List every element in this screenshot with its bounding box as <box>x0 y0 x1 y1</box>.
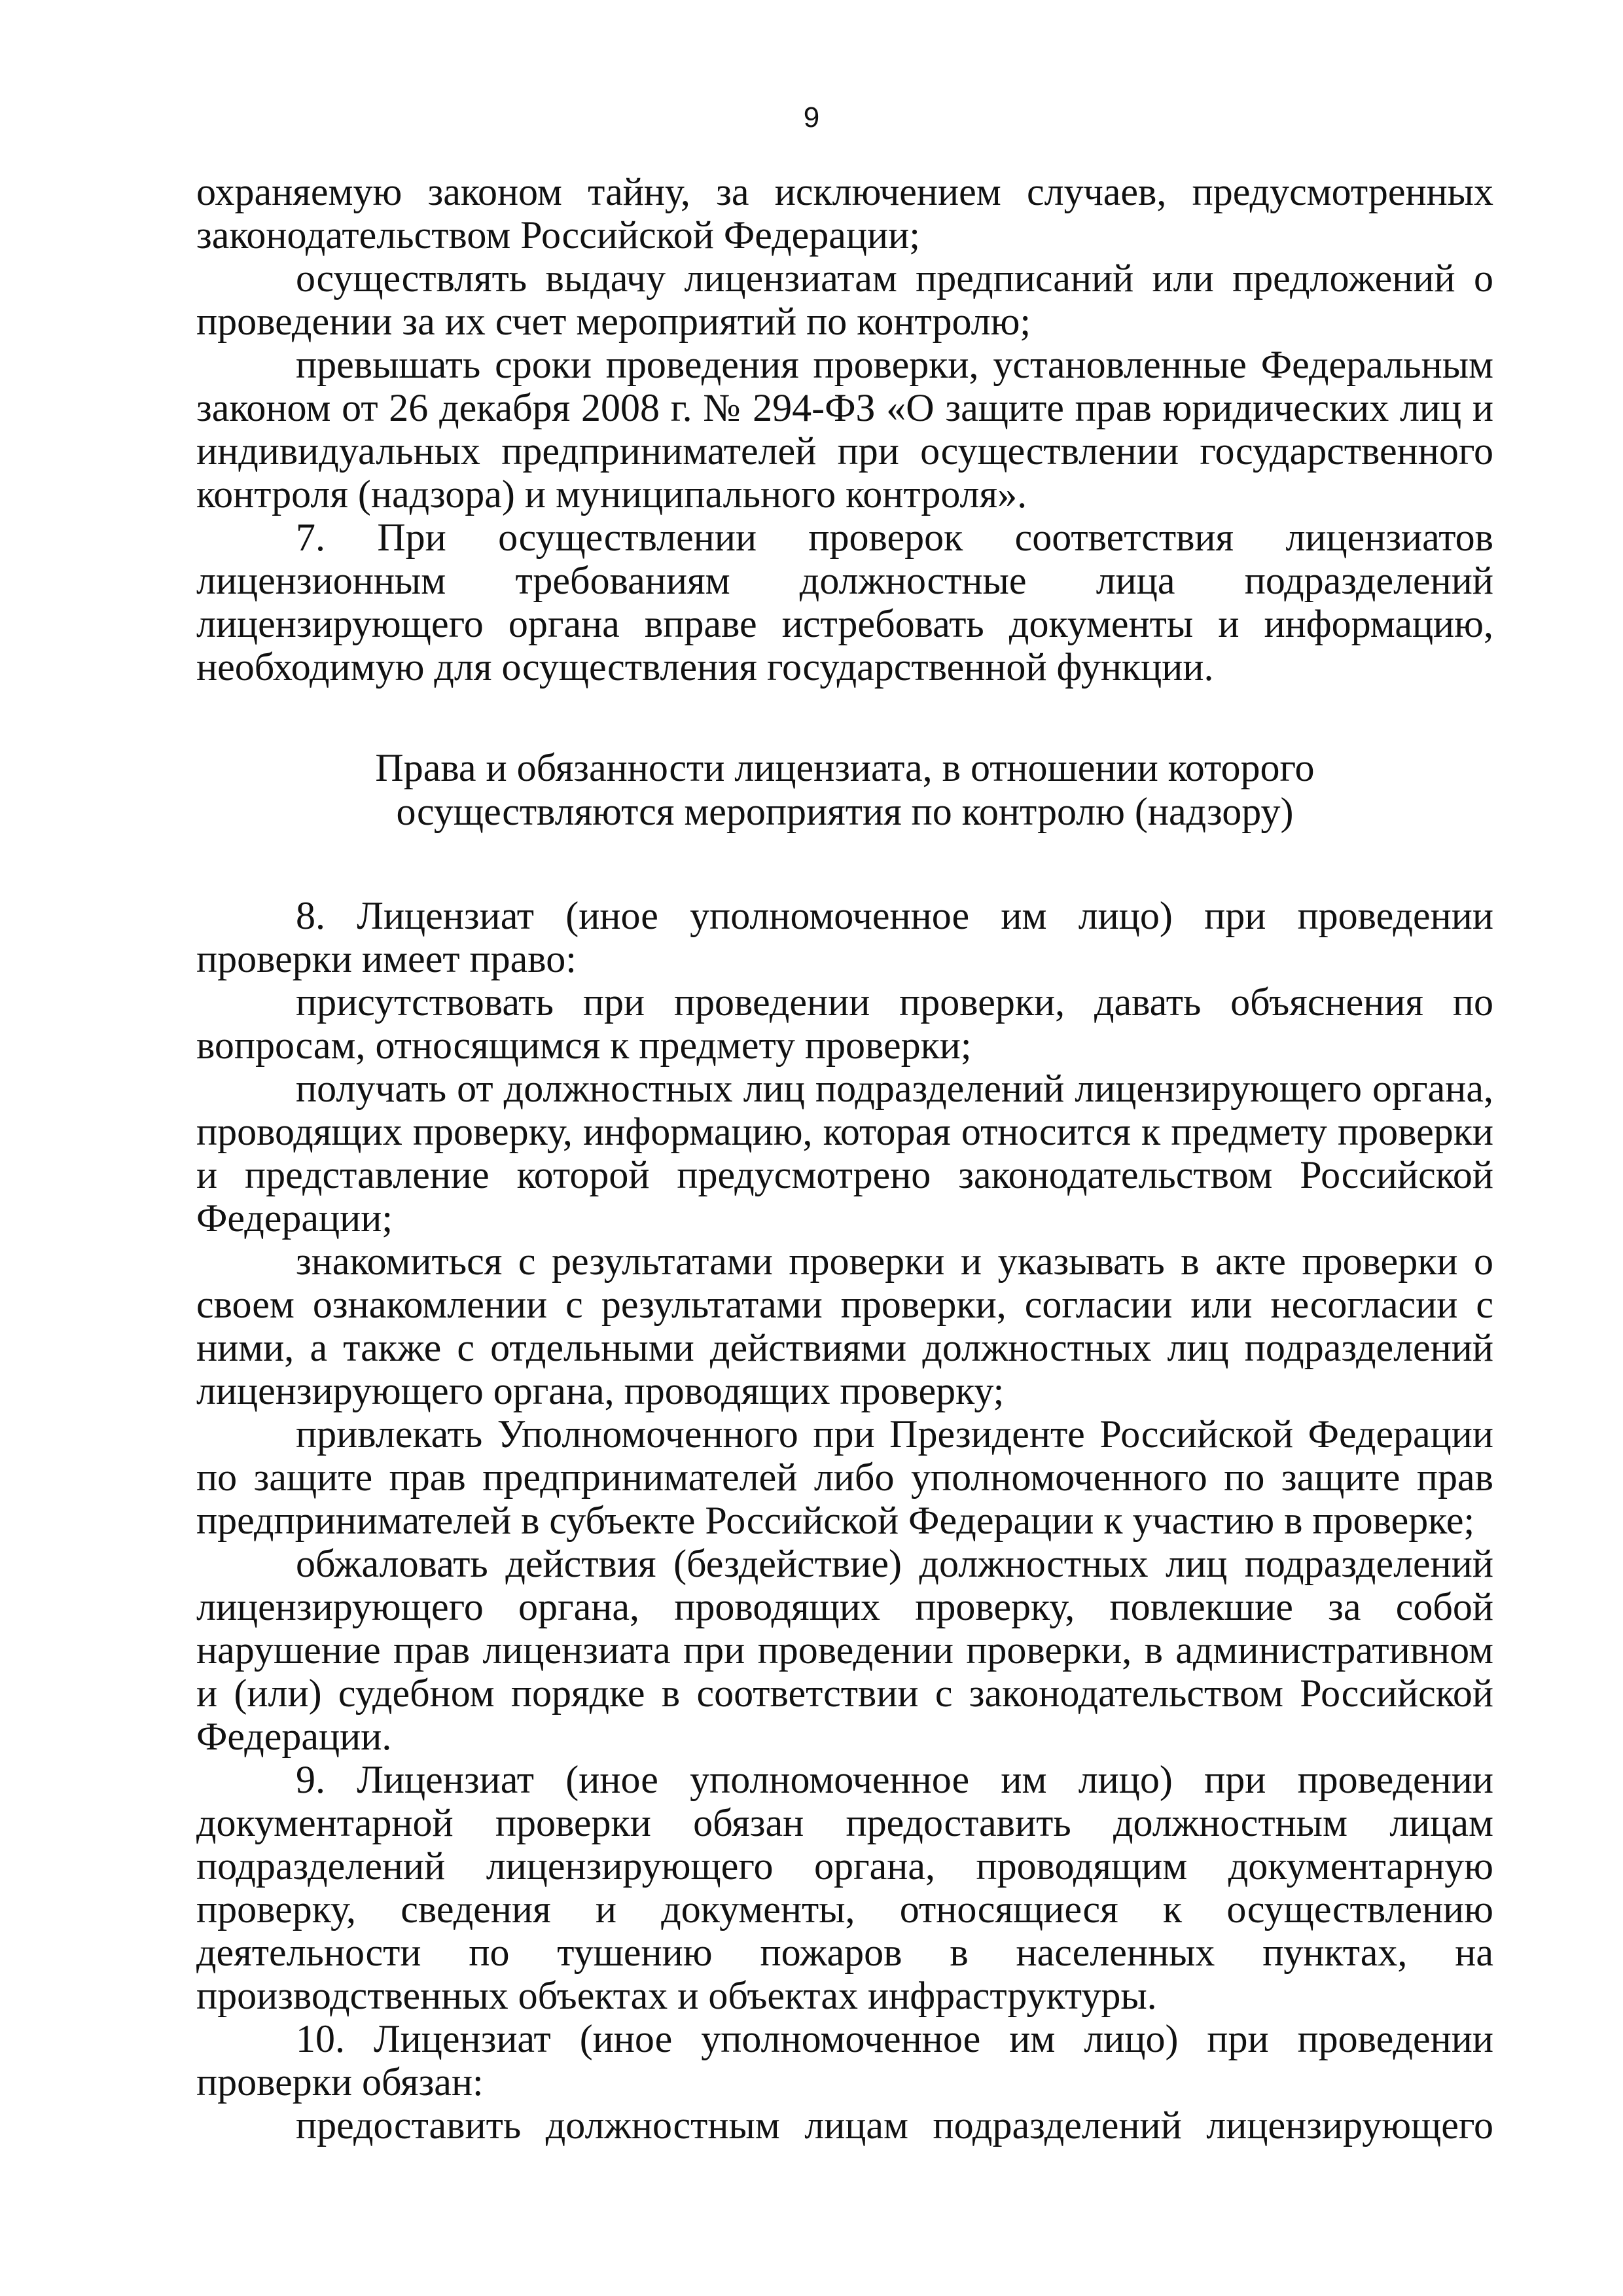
section-heading-line-2: осуществляются мероприятия по контролю (надзору) <box>396 790 1294 833</box>
paragraph-right-information: получать от должностных лиц подразделений лицензирующего органа, проводящих проверку, информацию, которая относится к предмету проверки и представление которой предусмотрено законодательством Российской Федерации; <box>196 1067 1493 1240</box>
paragraph-item-9: 9. Лицензиат (иное уполномоченное им лицо) при проведении документарной проверки обязан предоставить должностным лицам подразделений лицензирующего органа, проводящим документарную проверку, сведения и документы, относящиеся к осуществлению деятельности по тушению пожаров в населенных пунктах, на производственных объектах и объектах инфраструктуры. <box>196 1758 1493 2017</box>
paragraph-right-attend: присутствовать при проведении проверки, давать объяснения по вопросам, относящимся к предмету проверки; <box>196 980 1493 1067</box>
section-heading-line-1: Права и обязанности лицензиата, в отношении которого <box>375 746 1315 789</box>
document-body <box>196 170 1493 2147</box>
paragraph-item-7: 7. При осуществлении проверок соответствия лицензиатов лицензионным требованиям должностные лица подразделений лицензирующего органа вправе истребовать документы и информацию, необходимую для осуществления государственной функции. <box>196 516 1493 689</box>
paragraph-prohibition-terms: превышать сроки проведения проверки, установленные Федеральным законом от 26 декабря 2008 г. № 294-ФЗ «О защите прав юридических лиц и индивидуальных предпринимателей при осуществлении государственного контроля (надзора) и муниципального контроля». <box>196 343 1493 516</box>
paragraph-right-results: знакомиться с результатами проверки и указывать в акте проверки о своем ознакомлении с результатами проверки, согласии или несогласии с ними, а также с отдельными действиями должностных лиц подразделений лицензирующего органа, проводящих проверку; <box>196 1240 1493 1412</box>
paragraph-prohibition-orders: осуществлять выдачу лицензиатам предписаний или предложений о проведении за их счет мероприятий по контролю; <box>196 257 1493 343</box>
paragraph-item-10: 10. Лицензиат (иное уполномоченное им лицо) при проведении проверки обязан: <box>196 2017 1493 2104</box>
section-heading <box>196 746 1493 834</box>
page-number: 9 <box>803 101 820 134</box>
paragraph-continuation: охраняемую законом тайну, за исключением случаев, предусмотренных законодательством Российской Федерации; <box>196 170 1493 257</box>
paragraph-right-ombudsman: привлекать Уполномоченного при Президенте Российской Федерации по защите прав предпринимателей либо уполномоченного по защите прав предпринимателей в субъекте Российской Федерации к участию в проверке; <box>196 1412 1493 1542</box>
paragraph-obligation-provide: предоставить должностным лицам подразделений лицензирующего <box>296 2104 1493 2147</box>
paragraph-right-appeal: обжаловать действия (бездействие) должностных лиц подразделений лицензирующего органа, проводящих проверку, повлекшие за собой нарушение прав лицензиата при проведении проверки, в административном и (или) судебном порядке в соответствии с законодательством Российской Федерации. <box>196 1542 1493 1758</box>
paragraph-item-8: 8. Лицензиат (иное уполномоченное им лицо) при проведении проверки имеет право: <box>196 894 1493 980</box>
